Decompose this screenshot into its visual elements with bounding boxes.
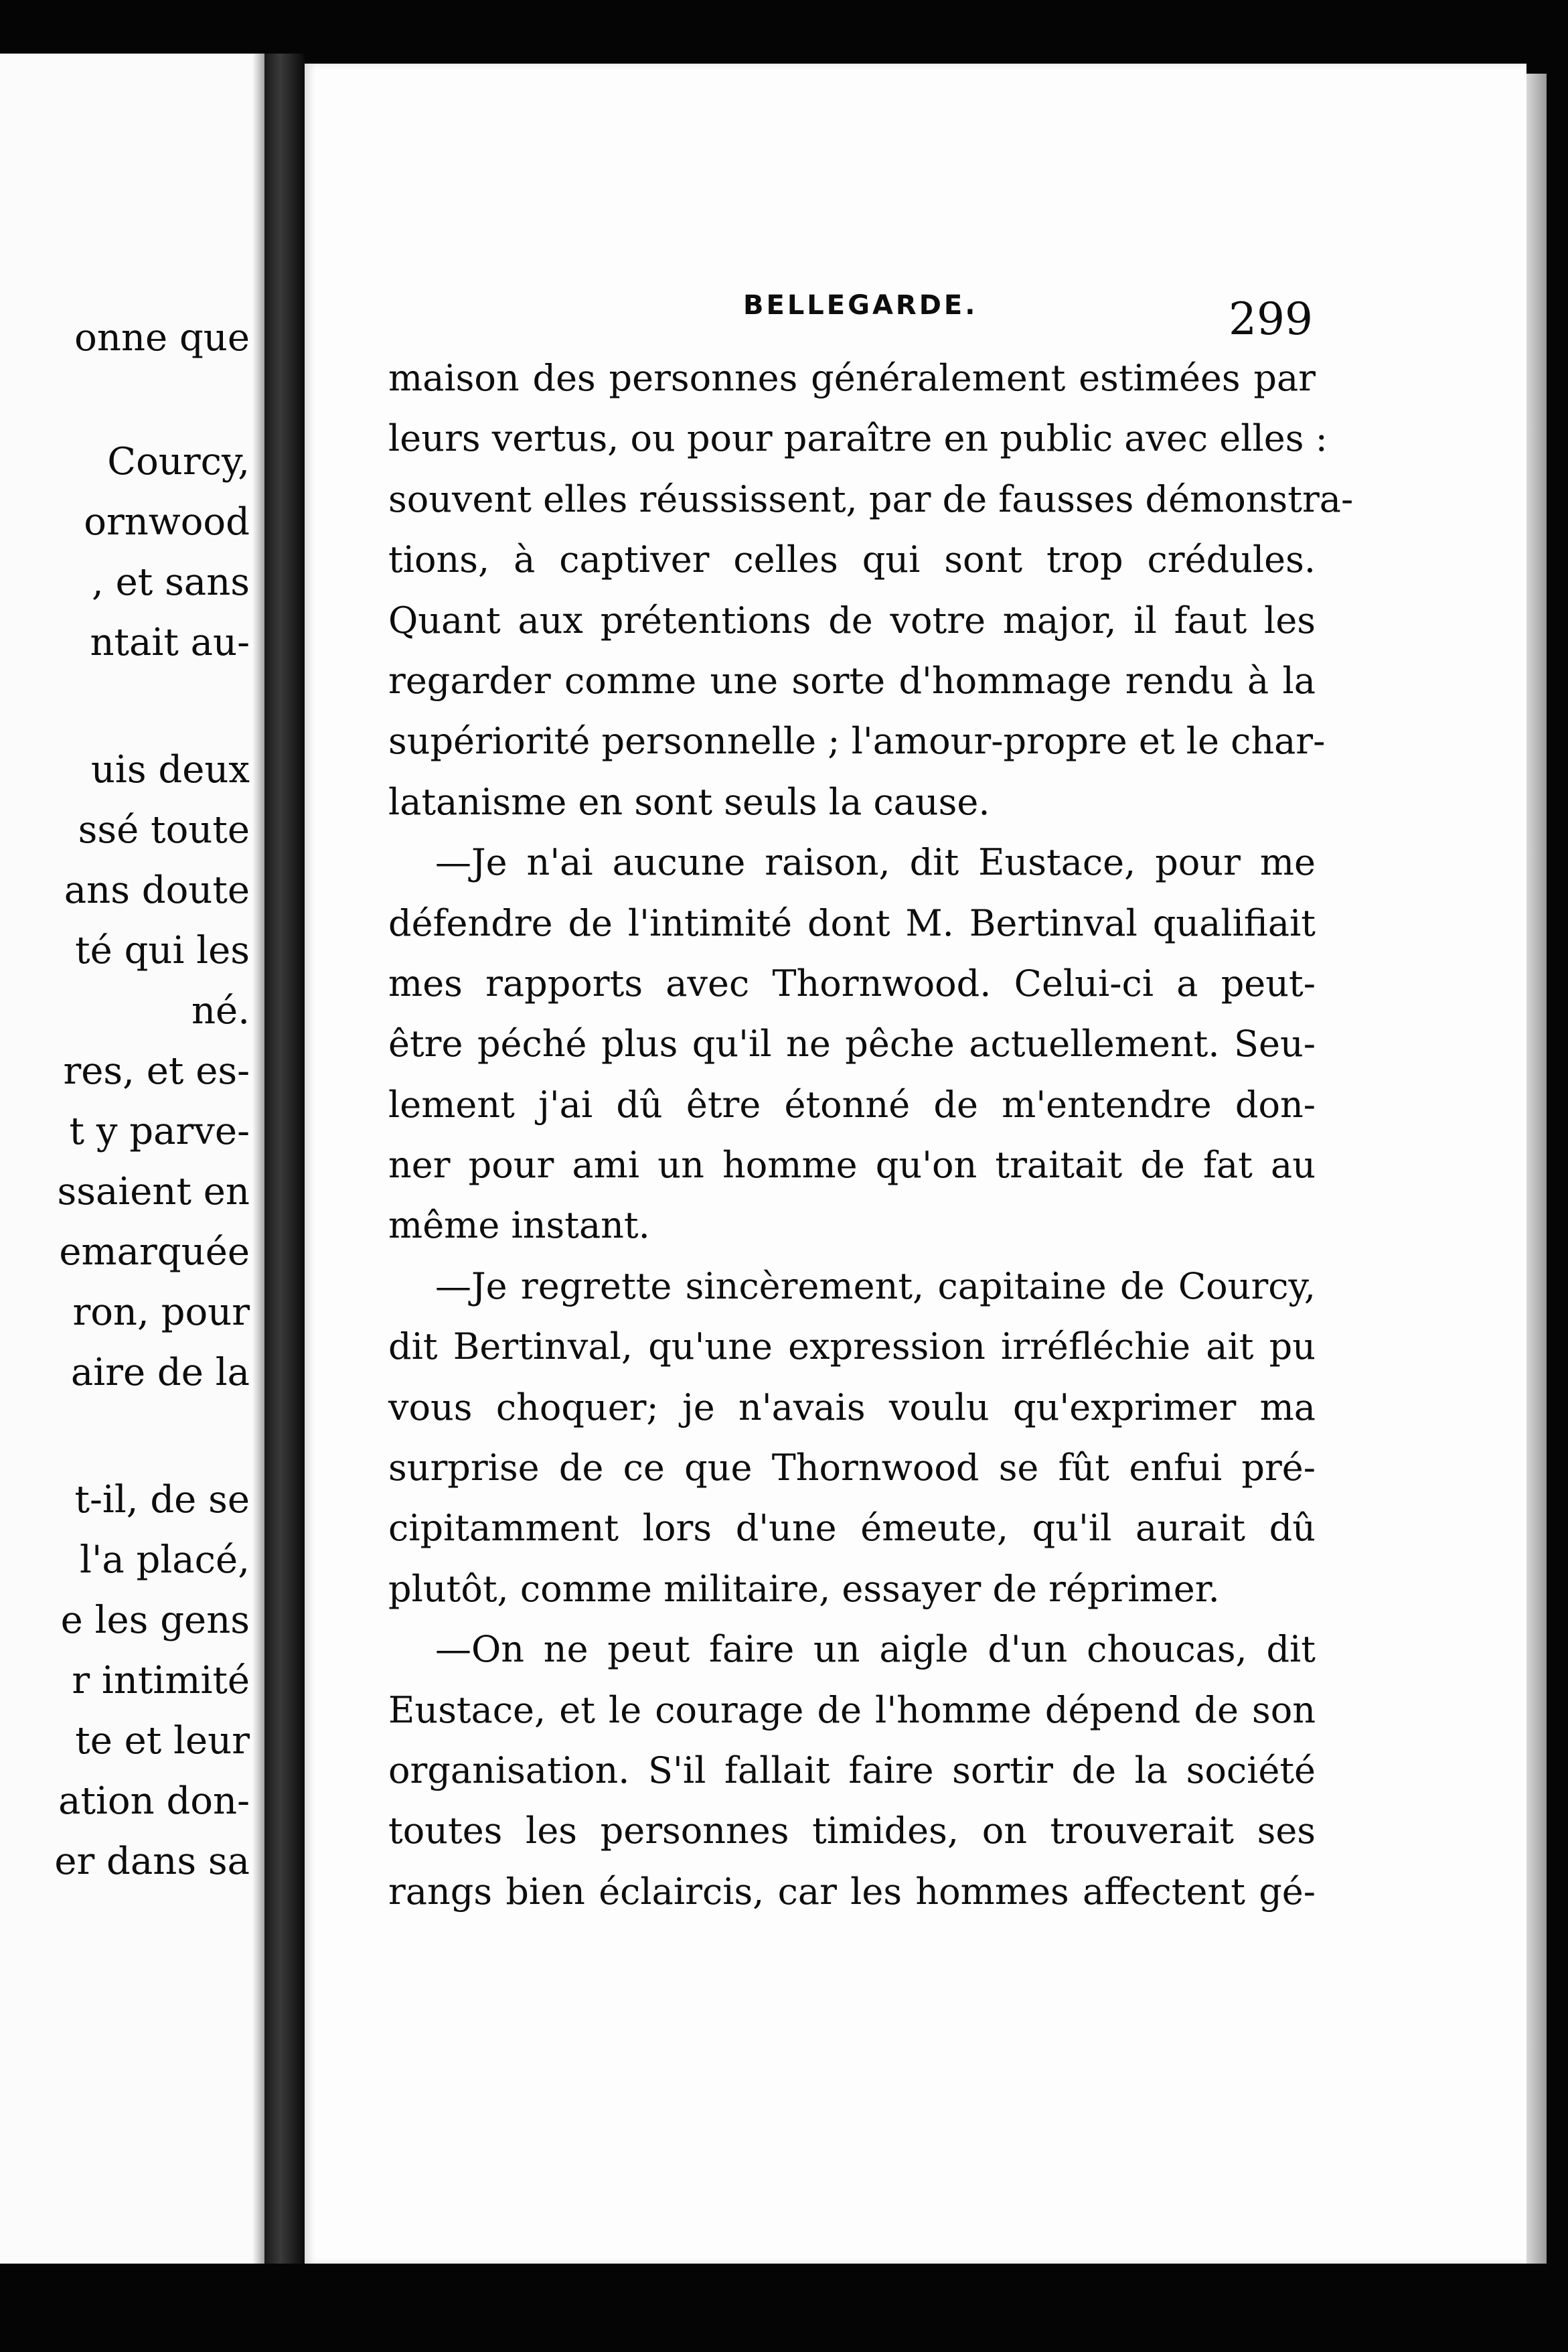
left-line: Courcy,: [107, 440, 250, 484]
left-line: te et leur: [75, 1719, 250, 1763]
page-number: 299: [1229, 293, 1313, 345]
page-body: [388, 348, 1354, 1922]
text-line: supériorité personnelle ; l'amour-propre et le char-: [388, 720, 1326, 763]
text-line: défendre de l'intimité dont M. Bertinval qualifiait: [388, 901, 1316, 944]
page-curl-shadow: [252, 54, 264, 2264]
text-line: souvent elles réussissent, par de fausses démonstra-: [388, 477, 1354, 520]
text-line: Quant aux prétentions de votre major, il faut les: [388, 599, 1316, 642]
left-line: res, et es-: [63, 1049, 250, 1093]
text-line: plutôt, comme militaire, essayer de réprimer.: [388, 1567, 1220, 1610]
text-line: tions, à captiver celles qui sont trop crédules.: [388, 538, 1316, 581]
text-line: surprise de ce que Thornwood se fût enfui pré-: [388, 1447, 1316, 1489]
text-line: lement j'ai dû être étonné de m'entendre don-: [388, 1083, 1316, 1126]
left-line: r intimité: [72, 1659, 250, 1702]
left-line: uis deux: [90, 748, 250, 792]
facing-page-left: [0, 54, 264, 2264]
text-line: vous choquer; je n'avais voulu qu'exprimer ma: [388, 1386, 1316, 1428]
left-line: emarquée: [59, 1230, 250, 1274]
text-line: latanisme en sont seuls la cause.: [388, 780, 990, 823]
left-line: ntait au-: [90, 621, 250, 664]
text-line: dit Bertinval, qu'une expression irréfléchie ait pu: [388, 1325, 1316, 1368]
left-line: ron, pour: [72, 1291, 250, 1334]
left-line: ans doute: [64, 869, 250, 912]
left-line: t-il, de se: [74, 1478, 250, 1522]
left-line: ornwood: [84, 500, 250, 544]
text-line: toutes les personnes timides, on trouverait ses: [388, 1810, 1316, 1852]
text-line: —Je regrette sincèrement, capitaine de Courcy,: [435, 1264, 1316, 1307]
text-line: mes rapports avec Thornwood. Celui-ci a peut-: [388, 962, 1316, 1005]
text-line: ner pour ami un homme qu'on traitait de fat au: [388, 1144, 1316, 1187]
text-line: être péché plus qu'il ne pêche actuellement. Seu-: [388, 1023, 1316, 1065]
left-line: er dans sa: [54, 1840, 250, 1883]
running-title: BELLEGARDE.: [743, 290, 978, 321]
text-line: rangs bien éclaircis, car les hommes affectent gé-: [388, 1870, 1316, 1913]
left-line: e les gens: [60, 1599, 250, 1642]
left-line: , et sans: [92, 561, 250, 604]
left-line: onne que: [74, 316, 250, 360]
left-line: té qui les: [75, 929, 250, 972]
text-line: cipitamment lors d'une émeute, qu'il aurait dû: [388, 1507, 1316, 1550]
text-line: leurs vertus, ou pour paraître en public avec elles :: [388, 417, 1328, 460]
text-line: même instant.: [388, 1204, 650, 1247]
text-line: —On ne peut faire un aigle d'un choucas, dit: [435, 1628, 1316, 1671]
page-edge: [1526, 74, 1547, 2264]
left-line: aire de la: [70, 1351, 250, 1394]
left-line: ssé toute: [78, 808, 250, 852]
left-line: t y parve-: [69, 1110, 250, 1153]
left-line: l'a placé,: [80, 1538, 250, 1582]
text-line: regarder comme une sorte d'hommage rendu à la: [388, 659, 1316, 702]
text-line: Eustace, et le courage de l'homme dépend de son: [388, 1688, 1316, 1731]
book-gutter: [264, 54, 305, 2264]
left-page-text: [0, 54, 264, 2264]
text-line: maison des personnes généralement estimées par: [388, 357, 1316, 399]
text-line: organisation. S'il fallait faire sortir de la société: [388, 1749, 1316, 1791]
left-line: né.: [191, 989, 250, 1033]
left-line: ssaient en: [57, 1170, 250, 1214]
text-line: —Je n'ai aucune raison, dit Eustace, pour me: [435, 841, 1316, 884]
left-line: ation don-: [58, 1779, 250, 1823]
